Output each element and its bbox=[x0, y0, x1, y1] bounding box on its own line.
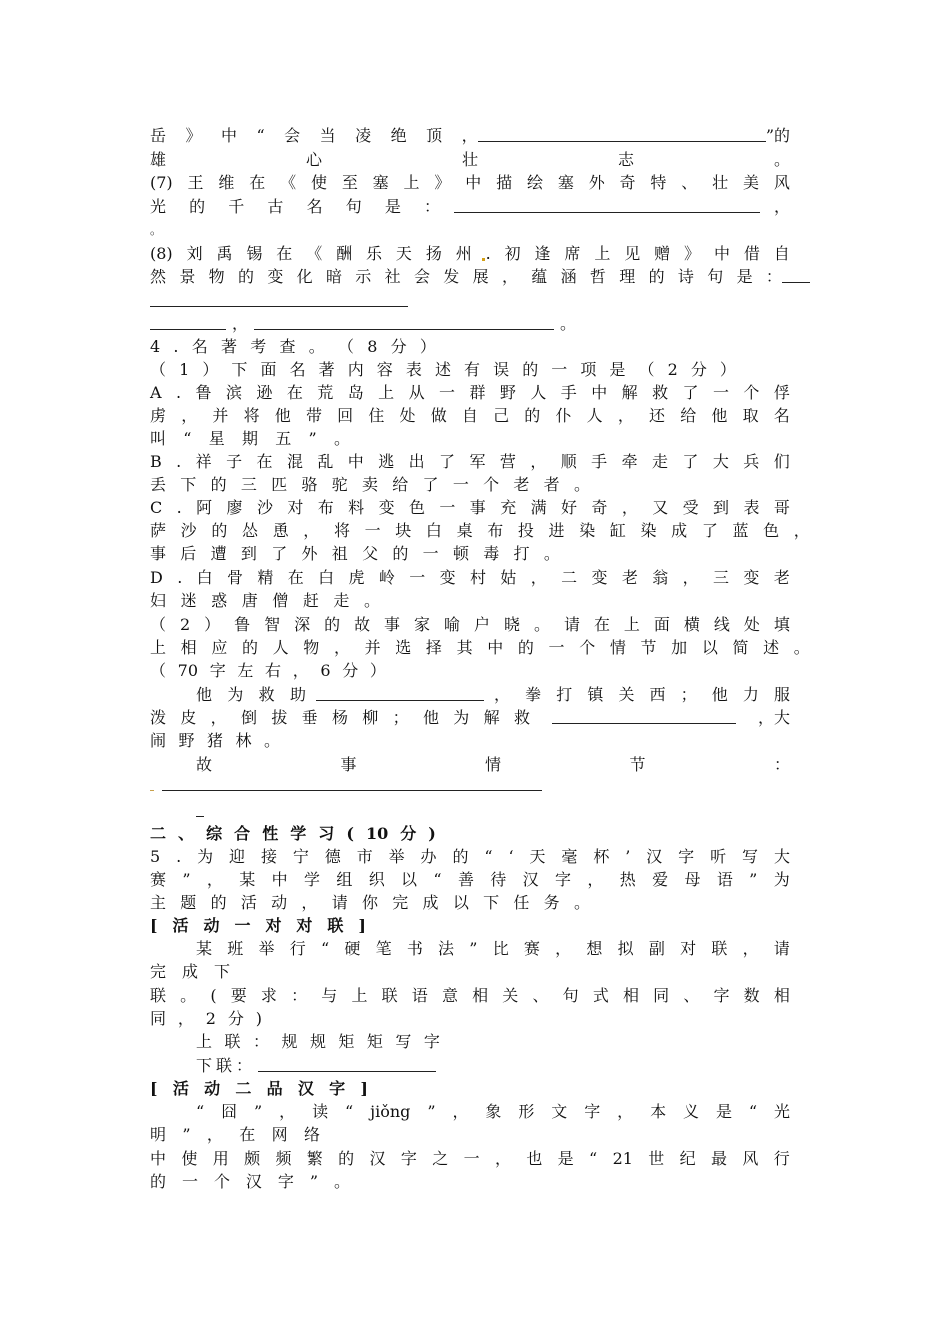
upper-couplet bbox=[196, 1031, 440, 1053]
text: 赛 ” ， 某 中 学 组 织 以 “ 善 待 汉 字 ， 热 爱 母 语 ” 为 bbox=[150, 870, 790, 889]
line-12 bbox=[150, 405, 790, 427]
line-10 bbox=[150, 359, 736, 381]
poem-line-1 bbox=[150, 125, 790, 147]
text: 他 为 救 助 bbox=[196, 685, 306, 704]
text: 主 题 的 活 动 ， 请 你 完 成 以 下 任 务 。 bbox=[150, 893, 590, 912]
text: 的 一 个 汉 字 ” 。 bbox=[150, 1172, 350, 1191]
line-4 bbox=[150, 196, 790, 218]
line-25 bbox=[150, 707, 790, 729]
answer-blank[interactable] bbox=[552, 707, 736, 724]
line-42 bbox=[150, 1148, 790, 1170]
line-30 bbox=[150, 869, 790, 891]
answer-blank[interactable] bbox=[316, 684, 484, 701]
text-tail: ， bbox=[773, 197, 790, 216]
line-40 bbox=[196, 1101, 790, 1123]
lower-couplet bbox=[196, 1055, 436, 1077]
text: 闹 野 猪 林 。 bbox=[150, 731, 280, 750]
text: （ 2 ） 鲁 智 深 的 故 事 家 喻 户 晓 。 请 在 上 面 横 线 处 填 bbox=[150, 615, 790, 634]
text: “ 囧 ” ， 读 “ jiǒng ” ， 象 形 文 字 ， 本 义 是 “ 光 bbox=[196, 1102, 790, 1121]
answer-blank[interactable] bbox=[478, 125, 766, 142]
text: 。 bbox=[150, 223, 163, 237]
answer-blank[interactable] bbox=[454, 196, 760, 213]
question-8 bbox=[150, 243, 790, 265]
line-8 bbox=[150, 313, 790, 335]
line-43 bbox=[150, 1171, 350, 1193]
answer-line[interactable] bbox=[150, 306, 408, 307]
question-7 bbox=[150, 172, 790, 194]
answer-blank[interactable] bbox=[782, 266, 810, 283]
text: 光 的 千 古 名 句 是 ： bbox=[150, 197, 440, 216]
answer-blank[interactable] bbox=[258, 1055, 436, 1072]
text: ， bbox=[232, 314, 249, 333]
text: 4 . 名 著 考 查 。 （ 8 分 ） bbox=[150, 337, 436, 356]
line-20 bbox=[150, 590, 380, 612]
option-c bbox=[150, 497, 790, 519]
text: A . 鲁 滨 逊 在 荒 岛 上 从 一 群 野 人 手 中 解 救 了 一 个 俘 bbox=[150, 383, 790, 402]
text-tail: ”的 bbox=[765, 126, 790, 145]
text: 虏 ， 并 将 他 带 回 住 处 做 自 己 的 仆 人 ， 还 给 他 取 名 bbox=[150, 406, 790, 425]
option-a bbox=[150, 382, 790, 404]
line-41 bbox=[150, 1124, 320, 1146]
text: 故 事 情 节 ： bbox=[196, 755, 790, 774]
text: （ 1 ） 下 面 名 著 内 容 表 述 有 误 的 一 项 是 （ 2 分 ） bbox=[150, 360, 736, 379]
mark bbox=[150, 790, 154, 791]
text: [ 活 动 一 对 对 联 ] bbox=[150, 916, 366, 935]
text: 雄 心 壮 志 。 bbox=[150, 150, 790, 169]
text: (8) 刘 禹 锡 在 《 酬 乐 天 扬 州 . 初 逢 席 上 见 赠 》 中 借 自 bbox=[150, 244, 790, 263]
activity-1-title bbox=[150, 915, 366, 937]
text: B . 祥 子 在 混 乱 中 逃 出 了 军 营 ， 顺 手 牵 走 了 大 兵 们 bbox=[150, 452, 790, 471]
answer-blank[interactable] bbox=[254, 313, 554, 330]
text: 5 . 为 迎 接 宁 德 市 举 办 的 “ ‘ 天 毫 杯 ’ 汉 字 听 写 大 bbox=[150, 847, 790, 866]
text: 下 联 ： bbox=[196, 1056, 252, 1075]
text-tail: ，大 bbox=[757, 708, 790, 727]
line-15 bbox=[150, 474, 590, 496]
line-35 bbox=[150, 985, 790, 1007]
text: C . 阿 廖 沙 对 布 料 变 色 一 事 充 满 好 奇 ， 又 受 到 表 哥 bbox=[150, 498, 790, 517]
line-34 bbox=[150, 961, 230, 983]
text: 同 ， 2 分 ) bbox=[150, 1009, 262, 1028]
line-22 bbox=[150, 637, 810, 659]
text: 事 后 遭 到 了 外 祖 父 的 一 顿 毒 打 。 bbox=[150, 544, 560, 563]
section-2-title bbox=[150, 823, 436, 845]
line-2 bbox=[150, 149, 790, 171]
highlight-dot bbox=[482, 258, 485, 261]
text: 上 联 ： 规 规 矩 矩 写 字 bbox=[196, 1032, 440, 1051]
activity-2-title bbox=[150, 1078, 368, 1100]
line-36 bbox=[150, 1008, 262, 1030]
text: 萨 沙 的 怂 恿 ， 将 一 块 白 桌 布 投 进 染 缸 染 成 了 蓝 色 ， bbox=[150, 521, 810, 540]
line-31 bbox=[150, 892, 590, 914]
option-b bbox=[150, 451, 790, 473]
text: 泼 皮 ， 倒 拔 垂 杨 柳 ； 他 为 解 救 bbox=[150, 708, 530, 727]
story-label bbox=[196, 754, 790, 776]
text: 某 班 举 行 “ 硬 笔 书 法 ” 比 赛 ， 想 拟 副 对 联 ， 请 bbox=[196, 939, 790, 958]
text: 叫 “ 星 期 五 ” 。 bbox=[150, 429, 350, 448]
answer-blank[interactable] bbox=[150, 313, 226, 330]
line-13 bbox=[150, 428, 350, 450]
text: 完 成 下 bbox=[150, 962, 230, 981]
line-33 bbox=[196, 938, 790, 960]
text: (7) 王 维 在 《 使 至 塞 上 》 中 描 绘 塞 外 奇 特 、 壮 美 风 bbox=[150, 173, 790, 192]
line-18 bbox=[150, 543, 560, 565]
question-4 bbox=[150, 336, 436, 358]
line-7 bbox=[150, 266, 810, 288]
text: 明 ” ， 在 网 络 bbox=[150, 1125, 320, 1144]
text: 妇 迷 惑 唐 僧 赶 走 。 bbox=[150, 591, 380, 610]
text-mid: ， 拳 打 镇 关 西 ； 他 力 服 bbox=[494, 685, 790, 704]
text-tail: 。 bbox=[560, 314, 577, 333]
text: 然 景 物 的 变 化 暗 示 社 会 发 展 ， 蕴 涵 哲 理 的 诗 句 是 ： bbox=[150, 267, 782, 286]
option-d bbox=[150, 567, 790, 589]
question-5 bbox=[150, 846, 790, 868]
text: 上 相 应 的 人 物 ， 并 选 择 其 中 的 一 个 情 节 加 以 简 述 。 bbox=[150, 638, 810, 657]
answer-line[interactable] bbox=[162, 790, 542, 791]
line-24 bbox=[196, 684, 790, 706]
text: 二 、 综 合 性 学 习 ( 10 分 ) bbox=[150, 824, 436, 843]
line-26 bbox=[150, 730, 280, 752]
line-17 bbox=[150, 520, 810, 542]
line-5 bbox=[150, 219, 790, 241]
text: 联 。 ( 要 求 ： 与 上 联 语 意 相 关 、 句 式 相 同 、 字 数 相 bbox=[150, 986, 790, 1005]
text: 丢 下 的 三 匹 骆 驼 卖 给 了 一 个 老 者 。 bbox=[150, 475, 590, 494]
text: D . 白 骨 精 在 白 虎 岭 一 变 村 姑 ， 二 变 老 翁 ， 三 变 老 bbox=[150, 568, 790, 587]
text: 中 使 用 颇 频 繁 的 汉 字 之 一 ， 也 是 “ 21 世 纪 最 风 行 bbox=[150, 1149, 790, 1168]
text: [ 活 动 二 品 汉 字 ] bbox=[150, 1079, 368, 1098]
answer-line-short[interactable] bbox=[196, 816, 204, 817]
text: 岳 》 中 “ 会 当 凌 绝 顶 ， bbox=[150, 126, 478, 145]
text: （ 70 字 左 右 ， 6 分 ） bbox=[150, 661, 386, 680]
question-4-2 bbox=[150, 614, 790, 636]
line-23 bbox=[150, 660, 386, 682]
